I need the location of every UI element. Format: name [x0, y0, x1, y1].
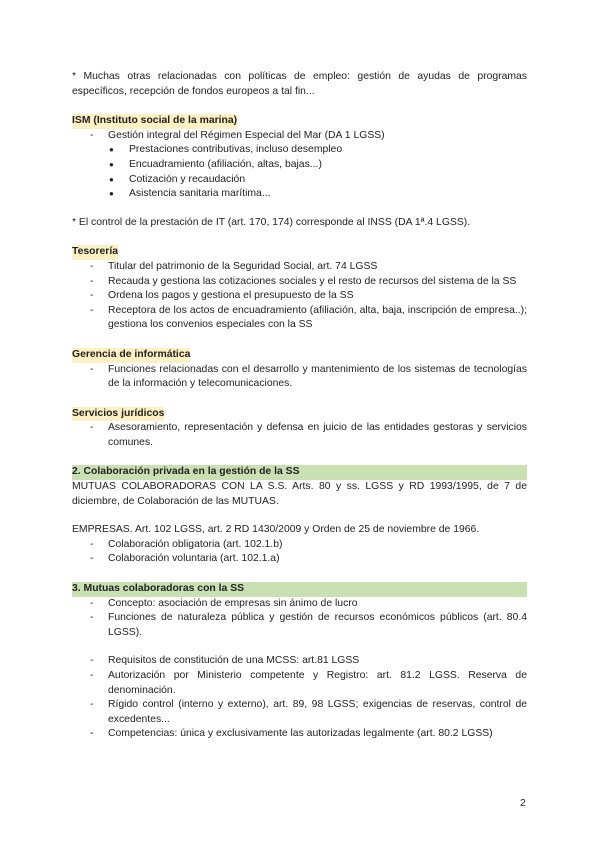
tesoreria-heading: Tesorería — [72, 245, 118, 260]
list-item: - Colaboración voluntaria (art. 102.1.a) — [72, 552, 527, 567]
list-item: - Asesoramiento, representación y defensa en juicio de las entidades gestoras y servicios comunes. — [72, 421, 527, 450]
list-item: - Ordena los pagos y gestiona el presupuesto de la SS — [72, 289, 527, 304]
list-item: - Concepto: asociación de empresas sin ánimo de lucro — [72, 597, 527, 612]
list-item: ● Asistencia sanitaria marítima... — [108, 187, 527, 202]
list-item: - Autorización por Ministerio competente y Registro: art. 81.2 LGSS. Reserva de denominación. — [72, 669, 527, 698]
section-2 — [72, 465, 527, 567]
page-number: 2 — [520, 798, 526, 809]
list-item: - Titular del patrimonio de la Seguridad Social, art. 74 LGSS — [72, 260, 527, 275]
ism-heading: ISM (Instituto social de la marina) — [72, 114, 237, 129]
list-item: - Funciones relacionadas con el desarrollo y mantenimiento de los sistemas de tecnologías de la información y telecomunicaciones. — [72, 363, 527, 392]
gerencia-heading: Gerencia de informática — [72, 348, 190, 363]
servicios-section — [72, 407, 527, 451]
list-item: - Receptora de los actos de encuadramiento (afiliación, alta, baja, inscripción de empresa..); gestiona los convenios especiales con la SS — [72, 304, 527, 333]
list-item: ● Encuadramiento (afiliación, altas, bajas...) — [108, 158, 527, 173]
list-item: - Recauda y gestiona las cotizaciones sociales y el resto de recursos del sistema de la SS — [72, 275, 527, 290]
document-page — [72, 70, 527, 742]
list-item: - Competencias: única y exclusivamente las autorizadas legalmente (art. 80.2 LGSS) — [72, 727, 527, 742]
intro-note: * Muchas otras relacionadas con políticas de empleo: gestión de ayudas de programas específicos, recepción de fondos europeos a tal fin... — [72, 71, 527, 97]
tesoreria-list — [72, 260, 527, 333]
list-item: - Requisitos de constitución de una MCSS: art.81 LGSS — [72, 654, 527, 669]
list-item: - Gestión integral del Régimen Especial del Mar (DA 1 LGSS) — [72, 129, 527, 144]
empresas-text: EMPRESAS. Art. 102 LGSS, art. 2 RD 1430/2009 y Orden de 25 de noviembre de 1966. — [72, 524, 480, 536]
ism-section — [72, 114, 527, 230]
servicios-heading: Servicios jurídicos — [72, 407, 164, 422]
list-item: ● Prestaciones contributivas, incluso desempleo — [108, 143, 527, 158]
gerencia-list — [72, 363, 527, 392]
mutuas-text: MUTUAS COLABORADORAS CON LA S.S. Arts. 80 y ss. LGSS y RD 1993/1995, de 7 de diciembre, de Colaboración de las MUTUAS. — [72, 481, 527, 507]
servicios-list — [72, 421, 527, 450]
list-item: ● Cotización y recaudación — [108, 173, 527, 188]
list-item: - Colaboración obligatoria (art. 102.1.b) — [72, 538, 527, 553]
ism-list — [72, 129, 527, 144]
list-item: - Funciones de naturaleza pública y gestión de recursos económicos públicos (art. 80.4 LGSS). — [72, 611, 527, 640]
section-3-list-a — [72, 597, 527, 641]
section-2-heading: 2. Colaboración privada en la gestión de la SS — [72, 465, 527, 480]
empresas-list — [72, 538, 527, 567]
section-3-heading: 3. Mutuas colaboradoras con la SS — [72, 582, 527, 597]
list-item: - Rígido control (interno y externo), art. 89, 98 LGSS; exigencias de reservas, control de excedentes... — [72, 698, 527, 727]
gerencia-section — [72, 348, 527, 392]
tesoreria-section — [72, 245, 527, 333]
ism-sublist — [108, 143, 527, 201]
section-3-list-b — [72, 654, 527, 742]
section-3 — [72, 582, 527, 742]
ism-note: * El control de la prestación de IT (art. 170, 174) corresponde al INSS (DA 1ª.4 LGSS). — [72, 216, 471, 228]
